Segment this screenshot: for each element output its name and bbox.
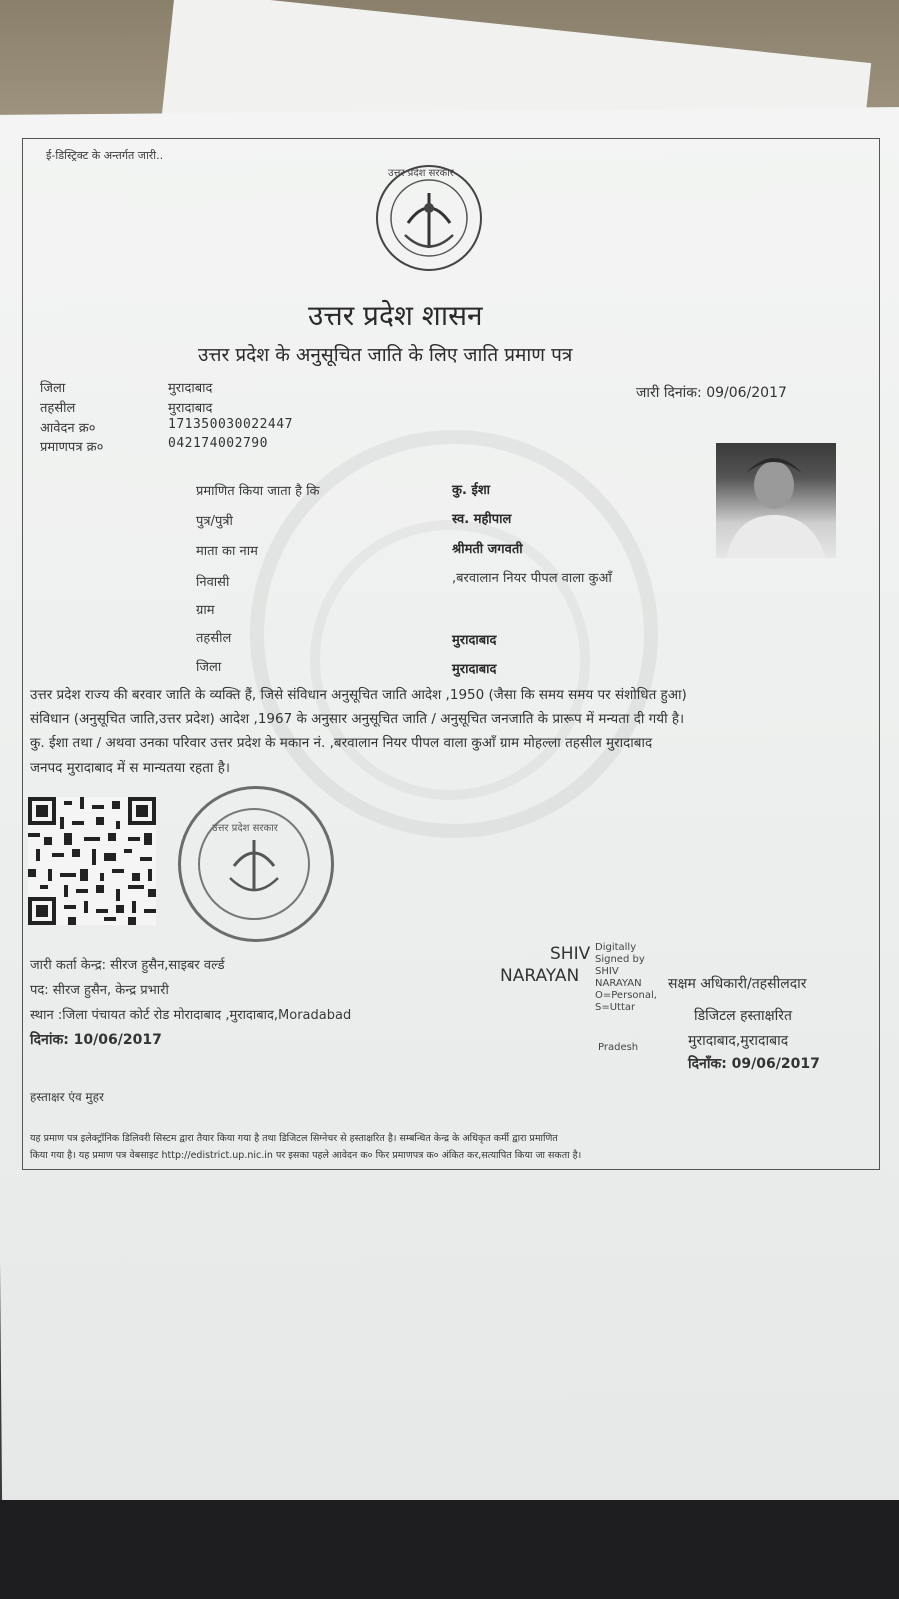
- meta-value-tehsil: मुरादाबाद: [168, 401, 213, 416]
- meta-label-certificate-no: प्रमाणपत्र क्र०: [40, 440, 104, 455]
- body-line-1: उत्तर प्रदेश राज्य की बरवार जाति के व्यक्ति हैं, जिसे संविधान अनुसूचित जाति आदेश ,1950 (जैसा कि समय समय पर संशोधित हुआ): [30, 687, 687, 703]
- detail-value-mother: श्रीमती जगवती: [452, 542, 523, 557]
- sign-authority: सक्षम अधिकारी/तहसीलदार: [668, 976, 807, 992]
- meta-value-application-no: 171350030022447: [168, 417, 293, 432]
- emblem-text: उत्तर प्रदेश सरकार: [388, 168, 454, 179]
- signer-name-line1: SHIV: [550, 944, 591, 964]
- meta-label-district: जिला: [40, 381, 66, 396]
- ds-line-3: SHIV: [595, 966, 619, 977]
- body-line-4: जनपद मुरादाबाद में स मान्यतया रहता है।: [30, 760, 230, 776]
- background-bottom: [0, 1500, 899, 1599]
- detail-label-district: जिला: [196, 660, 222, 675]
- detail-label-resident: निवासी: [196, 575, 230, 590]
- detail-value-tehsil: मुरादाबाद: [452, 633, 497, 648]
- ds-line-5: O=Personal,: [595, 990, 657, 1001]
- footer-note-line2: किया गया है। यह प्रमाण पत्र वेबसाइट http://edistrict.up.nic.in पर इसका पहले आवेदन क० फिर प्रमाणपत्र क० अंकित कर,सत्यापित किया जा सकता है।: [30, 1150, 582, 1161]
- ds-line-6: S=Uttar: [595, 1002, 636, 1013]
- sign-date: दिनाँक: 09/06/2017: [688, 1056, 820, 1072]
- sign-seal-label: हस्ताक्षर एंव मुहर: [30, 1090, 104, 1104]
- detail-label-mother: माता का नाम: [196, 544, 258, 559]
- footer-note-line1: यह प्रमाण पत्र इलेक्ट्रॉनिक डिलिवरी सिस्टम द्वारा तैयार किया गया है तथा डिजिटल सिग्नेचर से हस्ताक्षरित है। सम्बन्धित केन्द्र के अधिकृत कर्मी द्वारा प्रमाणित: [30, 1133, 558, 1144]
- issue-date: जारी दिनांक: 09/06/2017: [636, 385, 787, 401]
- issuer-center: जारी कर्ता केन्द्र: सीरज हुसैन,साइबर वर्ल्ड: [30, 958, 225, 973]
- meta-value-certificate-no: 042174002790: [168, 436, 268, 451]
- detail-value-name: कु. ईशा: [452, 483, 491, 498]
- ds-line-1: Digitally: [595, 942, 637, 953]
- meta-label-tehsil: तहसील: [40, 401, 76, 416]
- applicant-photo: [716, 443, 836, 558]
- seal-text: उत्तर प्रदेश सरकार: [212, 823, 278, 834]
- issuer-post: पद: सीरज हुसैन, केन्द्र प्रभारी: [30, 983, 169, 998]
- detail-value-resident: ,बरवालान नियर पीपल वाला कुआँ: [452, 571, 612, 586]
- detail-value-district: मुरादाबाद: [452, 662, 497, 677]
- meta-value-district: मुरादाबाद: [168, 381, 213, 396]
- body-line-2: संविधान (अनुसूचित जाति,उत्तर प्रदेश) आदेश ,1967 के अनुसार अनुसूचित जाति / अनुसूचित जनजाति के प्रारूप में मन्यता दी गयी है।: [30, 711, 685, 727]
- qr-code: [28, 797, 156, 925]
- detail-label-son-daughter: पुत्र/पुत्री: [196, 514, 233, 529]
- detail-label-village: ग्राम: [196, 603, 215, 618]
- meta-label-application-no: आवेदन क्र०: [40, 421, 96, 436]
- body-line-3: कु. ईशा तथा / अथवा उनका परिवार उत्तर प्रदेश के मकान नं. ,बरवालान नियर पीपल वाला कुआँ ग्राम मोहल्ला तहसील मुरादाबाद: [30, 735, 653, 751]
- gov-title: उत्तर प्रदेश शासन: [308, 299, 483, 332]
- detail-label-tehsil: तहसील: [196, 631, 232, 646]
- detail-value-father: स्व. महीपाल: [452, 512, 512, 527]
- ds-line-4: NARAYAN: [595, 978, 642, 989]
- cert-title: उत्तर प्रदेश के अनुसूचित जाति के लिए जाति प्रमाण पत्र: [198, 344, 573, 366]
- issued-under-text: ई-डिस्ट्रिक्ट के अन्तर्गत जारी..: [46, 149, 164, 162]
- signer-name-line2: NARAYAN: [500, 966, 580, 986]
- ds-line-7: Pradesh: [598, 1042, 639, 1053]
- ds-line-2: Signed by: [595, 954, 645, 965]
- detail-label-certified: प्रमाणित किया जाता है कि: [196, 484, 320, 499]
- up-emblem: [370, 163, 488, 273]
- sign-digital: डिजिटल हस्ताक्षरित: [694, 1008, 792, 1024]
- sign-place: मुरादाबाद,मुरादाबाद: [688, 1033, 789, 1049]
- watermark-emblem-inner: [310, 520, 590, 800]
- issuer-date: दिनांक: 10/06/2017: [30, 1032, 162, 1048]
- issuer-place: स्थान :जिला पंचायत कोर्ट रोड मोरादाबाद ,मुरादाबाद,Moradabad: [30, 1008, 352, 1023]
